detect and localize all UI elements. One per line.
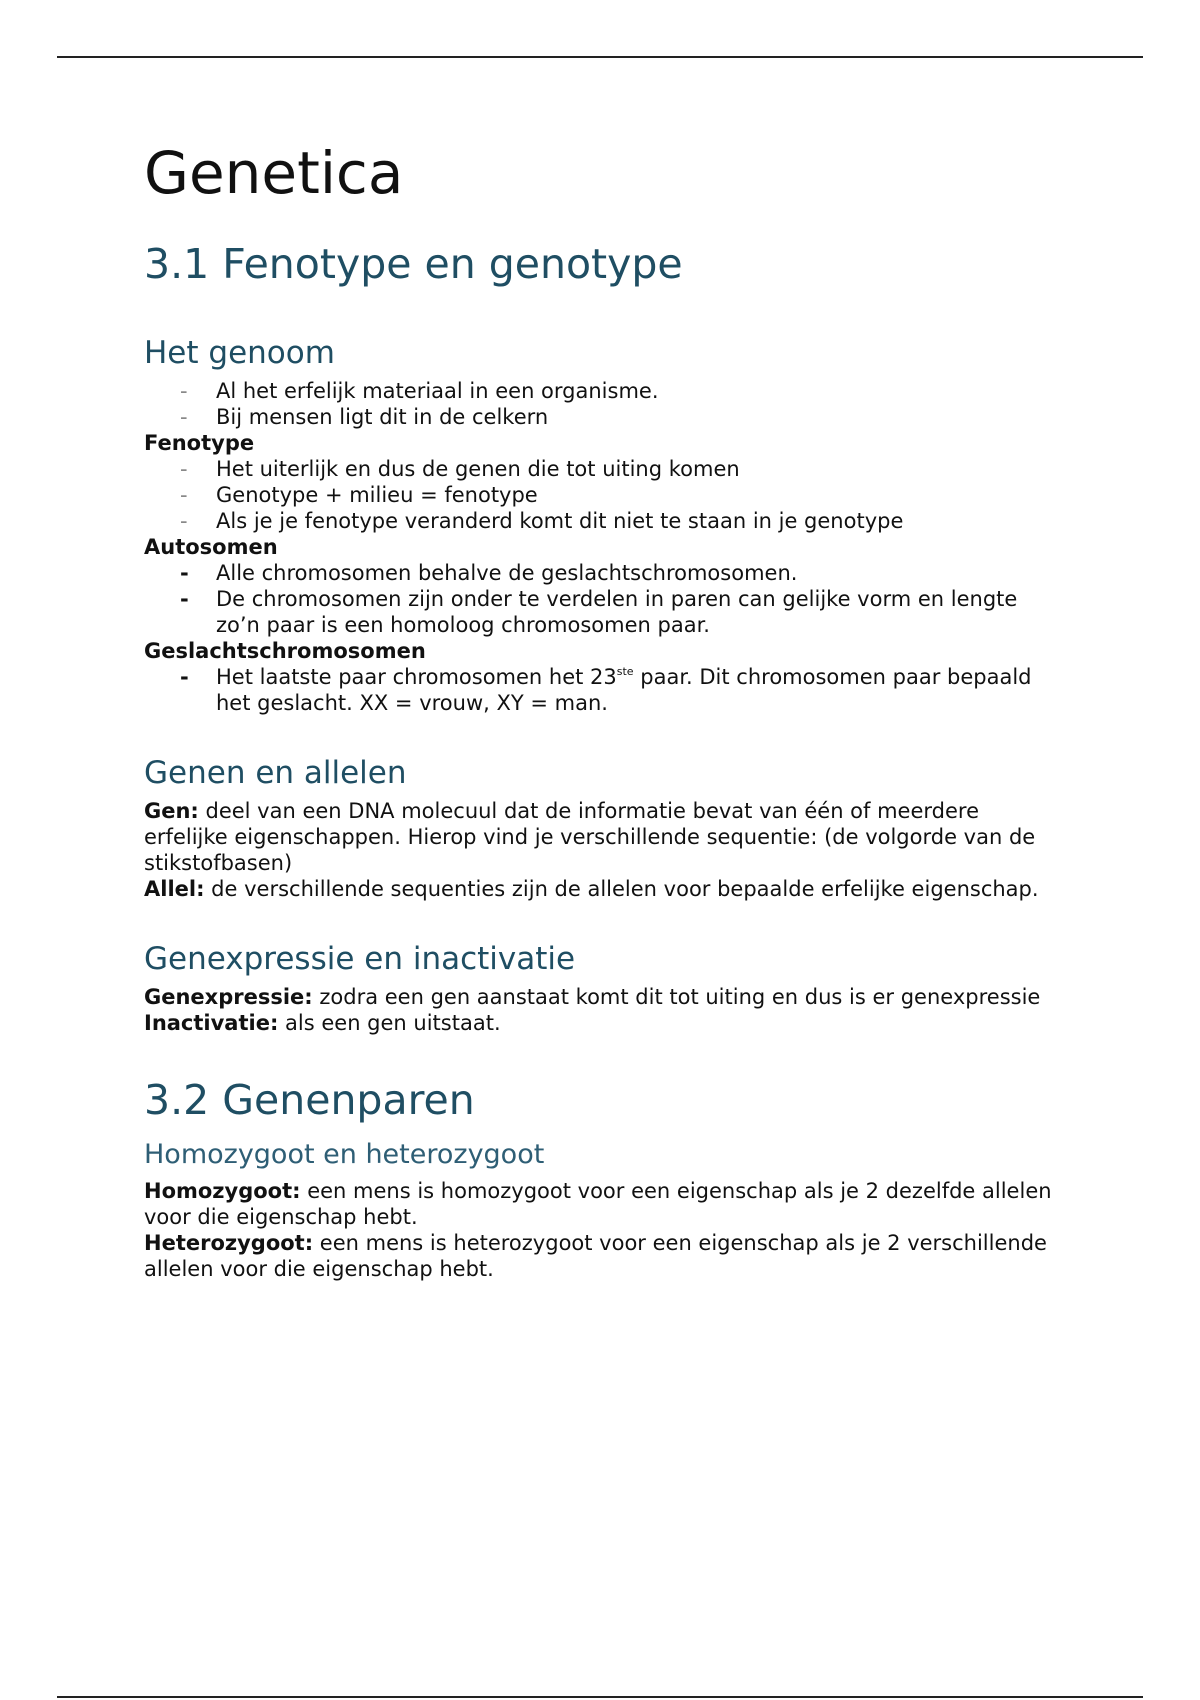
homozygoot-definition: een mens is homozygoot voor een eigenschap als je 2 dezelfde allelen voor die eigenschap hebt. — [144, 1179, 1052, 1229]
list-item-text: Al het erfelijk materiaal in een organisme. — [216, 379, 659, 403]
list-item-text: Als je je fenotype veranderd komt dit niet te staan in je genotype — [216, 509, 904, 533]
list-item-text-end: paar. Dit chromosomen paar bepaald het geslacht. XX = vrouw, XY = man. — [216, 665, 1032, 715]
heterozygoot-paragraph — [144, 1230, 1064, 1282]
list-item — [144, 404, 1064, 430]
allel-paragraph — [144, 876, 1064, 902]
dash-marker: - — [180, 587, 189, 611]
inactivatie-term: Inactivatie: — [144, 1011, 279, 1035]
section-heading-3-1: 3.1 Fenotype en genotype — [144, 240, 683, 288]
fenotype-label: Fenotype — [144, 431, 255, 455]
superscript-ste: ste — [616, 665, 634, 678]
dash-marker: - — [180, 561, 189, 585]
document-title: Genetica — [144, 139, 404, 207]
header-rule — [57, 56, 1143, 58]
heterozygoot-term: Heterozygoot: — [144, 1231, 314, 1255]
list-item-text: Het uiterlijk en dus de genen die tot uiting komen — [216, 457, 740, 481]
gen-term: Gen: — [144, 799, 199, 823]
subheading-genen-en-allelen: Genen en allelen — [144, 755, 407, 791]
dash-marker: - — [180, 379, 188, 403]
dash-marker: - — [180, 483, 188, 507]
list-item — [144, 560, 1064, 586]
genexpressie-definition: zodra een gen aanstaat komt dit tot uiting en dus is er genexpressie — [312, 985, 1041, 1009]
list-item — [144, 586, 1064, 638]
allel-term: Allel: — [144, 877, 205, 901]
list-item-text: Bij mensen ligt dit in de celkern — [216, 405, 549, 429]
autosomen-label: Autosomen — [144, 535, 278, 559]
document-body — [144, 138, 1064, 1282]
list-item-text: De chromosomen zijn onder te verdelen in paren can gelijke vorm en lengte zo’n paar is een homoloog chromosomen paar. — [216, 587, 1018, 637]
list-item — [144, 508, 1064, 534]
genexpressie-paragraph — [144, 984, 1064, 1010]
dash-marker: - — [180, 457, 188, 481]
dash-marker: - — [180, 509, 188, 533]
dash-marker: - — [180, 665, 189, 689]
list-item-text: Genotype + milieu = fenotype — [216, 483, 538, 507]
autosomen-list — [144, 560, 1064, 638]
homozygoot-term: Homozygoot: — [144, 1179, 301, 1203]
genoom-list — [144, 378, 1064, 430]
subheading-homozygoot-heterozygoot: Homozygoot en heterozygoot — [144, 1139, 545, 1170]
list-item-text: Alle chromosomen behalve de geslachtschromosomen. — [216, 561, 798, 585]
footer-rule — [57, 1696, 1143, 1698]
list-item — [144, 456, 1064, 482]
gen-definition: deel van een DNA molecuul dat de informatie bevat van één of meerdere erfelijke eigenschappen. Hierop vind je verschillende sequentie: (de volgorde van de stikstofbasen) — [144, 799, 1036, 875]
allel-definition: de verschillende sequenties zijn de allelen voor bepaalde erfelijke eigenschap. — [204, 877, 1039, 901]
list-item — [144, 664, 1064, 716]
subheading-het-genoom: Het genoom — [144, 335, 335, 371]
geslachtschromosomen-label: Geslachtschromosomen — [144, 639, 426, 663]
inactivatie-paragraph — [144, 1010, 1064, 1036]
subheading-genexpressie: Genexpressie en inactivatie — [144, 941, 576, 977]
section-heading-3-2: 3.2 Genenparen — [144, 1076, 475, 1124]
heterozygoot-definition: een mens is heterozygoot voor een eigenschap als je 2 verschillende allelen voor die eigenschap hebt. — [144, 1231, 1047, 1281]
list-item-text-start: Het laatste paar chromosomen het 23 — [216, 665, 617, 689]
gen-paragraph — [144, 798, 1064, 876]
list-item — [144, 482, 1064, 508]
genexpressie-term: Genexpressie: — [144, 985, 313, 1009]
list-item — [144, 378, 1064, 404]
geslachtschromosomen-list — [144, 664, 1064, 716]
fenotype-list — [144, 456, 1064, 534]
homozygoot-paragraph — [144, 1178, 1064, 1230]
inactivatie-definition: als een gen uitstaat. — [278, 1011, 501, 1035]
dash-marker: - — [180, 405, 188, 429]
